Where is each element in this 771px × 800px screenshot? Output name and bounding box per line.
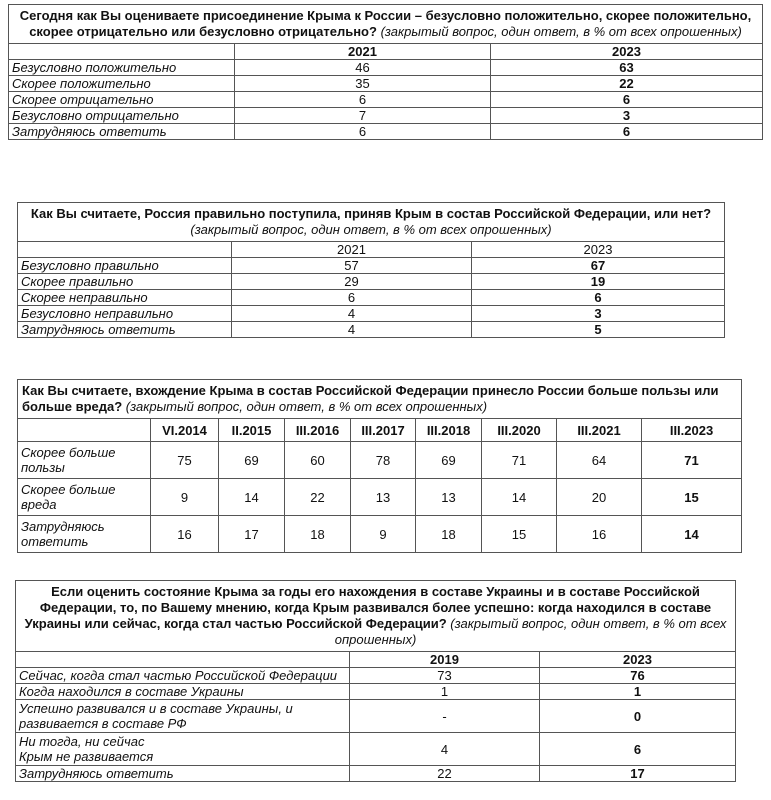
cell-value: 46 [235, 60, 491, 76]
cell-value: 6 [472, 290, 725, 306]
question-cell [9, 5, 763, 44]
cell-value: 19 [472, 274, 725, 290]
cell-value: 17 [540, 766, 736, 782]
header-empty-cell [9, 44, 235, 60]
cell-value: 71 [482, 442, 557, 479]
cell-value: 6 [491, 124, 763, 140]
cell-value: 69 [219, 442, 285, 479]
question-note: (закрытый вопрос, один ответ, в % от всех опрошенных) [334, 616, 727, 647]
question-row [18, 380, 742, 419]
table-row [16, 733, 736, 766]
cell-value: 18 [285, 516, 351, 553]
question-row [9, 5, 763, 44]
header-period: III.2023 [642, 419, 742, 442]
question-cell [18, 380, 742, 419]
cell-value: 3 [472, 306, 725, 322]
table-crimea-annexation-assessment [8, 4, 763, 140]
cell-value: 69 [416, 442, 482, 479]
row-label: Скорее отрицательно [9, 92, 235, 108]
question-text: Если оценить состояние Крыма за годы его нахождения в составе Украины и в составе Российской Федерации, то, по Вашему мнению, когда Крым развивался более успешно: когда находился в составе Украины или сейчас, когда стал частью Российской Федерации? [24, 584, 712, 631]
header-empty-cell [16, 652, 350, 668]
header-year: 2019 [350, 652, 540, 668]
cell-value: 29 [232, 274, 472, 290]
cell-value: 64 [557, 442, 642, 479]
header-period: II.2015 [219, 419, 285, 442]
table-row [16, 700, 736, 733]
table-row [18, 322, 725, 338]
cell-value: 57 [232, 258, 472, 274]
cell-value: 7 [235, 108, 491, 124]
cell-value: 6 [491, 92, 763, 108]
header-year: 2023 [472, 242, 725, 258]
table-row [16, 668, 736, 684]
header-period: III.2018 [416, 419, 482, 442]
cell-value: 6 [235, 124, 491, 140]
row-label: Скорее положительно [9, 76, 235, 92]
row-label: Безусловно правильно [18, 258, 232, 274]
cell-value: 5 [472, 322, 725, 338]
row-label: Сейчас, когда стал частью Российской Федерации [16, 668, 350, 684]
question-note: (закрытый вопрос, один ответ, в % от всех опрошенных) [190, 222, 552, 237]
table-row [18, 479, 742, 516]
cell-value: 6 [540, 733, 736, 766]
cell-value: 1 [540, 684, 736, 700]
cell-value: 75 [151, 442, 219, 479]
table-row [9, 92, 763, 108]
cell-value: 20 [557, 479, 642, 516]
cell-value: 14 [482, 479, 557, 516]
question-cell [18, 203, 725, 242]
question-note: (закрытый вопрос, один ответ, в % от всех опрошенных) [125, 399, 488, 414]
header-empty-cell [18, 242, 232, 258]
table-row [18, 442, 742, 479]
header-row [18, 242, 725, 258]
table-crimea-development [15, 580, 736, 782]
cell-value: 4 [232, 306, 472, 322]
header-year: 2021 [232, 242, 472, 258]
row-label: Затрудняюсь ответить [18, 322, 232, 338]
table-row [16, 766, 736, 782]
question-note: (закрытый вопрос, один ответ, в % от всех опрошенных) [380, 24, 742, 39]
cell-value: 22 [285, 479, 351, 516]
cell-value: 0 [540, 700, 736, 733]
header-period: III.2020 [482, 419, 557, 442]
cell-value: 13 [351, 479, 416, 516]
cell-value: 9 [351, 516, 416, 553]
row-label: Безусловно положительно [9, 60, 235, 76]
table-crimea-decision-right [17, 202, 725, 338]
header-period: III.2021 [557, 419, 642, 442]
cell-value: 3 [491, 108, 763, 124]
cell-value: 35 [235, 76, 491, 92]
cell-value: 22 [491, 76, 763, 92]
header-empty-cell [18, 419, 151, 442]
table-row [9, 124, 763, 140]
row-label: Скорее правильно [18, 274, 232, 290]
row-label: Скорее больше пользы [18, 442, 151, 479]
header-row [16, 652, 736, 668]
table-row [9, 108, 763, 124]
row-label: Скорее неправильно [18, 290, 232, 306]
row-label: Безусловно неправильно [18, 306, 232, 322]
table-row [18, 258, 725, 274]
cell-value: 73 [350, 668, 540, 684]
cell-value: 1 [350, 684, 540, 700]
row-label: Успешно развивался и в составе Украины, и развивается в составе РФ [16, 700, 350, 733]
question-text: Как Вы считаете, вхождение Крыма в состав Российской Федерации принесло России больше пользы или больше вреда? [22, 383, 719, 414]
cell-value: 16 [557, 516, 642, 553]
cell-value: 9 [151, 479, 219, 516]
header-year: 2021 [235, 44, 491, 60]
cell-value: 17 [219, 516, 285, 553]
cell-value: 67 [472, 258, 725, 274]
question-row [18, 203, 725, 242]
question-text: Сегодня как Вы оцениваете присоединение Крыма к России – безусловно положительно, скорее положительно, скорее отрицательно или безусловно отрицательно? [19, 8, 752, 39]
header-period: III.2017 [351, 419, 416, 442]
cell-value: 18 [416, 516, 482, 553]
cell-value: 14 [219, 479, 285, 516]
cell-value: 4 [232, 322, 472, 338]
table-row [16, 684, 736, 700]
cell-value: - [350, 700, 540, 733]
table-row [18, 290, 725, 306]
header-period: VI.2014 [151, 419, 219, 442]
cell-value: 63 [491, 60, 763, 76]
question-cell [16, 581, 736, 652]
cell-value: 71 [642, 442, 742, 479]
table-row [18, 274, 725, 290]
row-label: Безусловно отрицательно [9, 108, 235, 124]
header-period: III.2016 [285, 419, 351, 442]
row-label: Затрудняюсь ответить [16, 766, 350, 782]
header-year: 2023 [491, 44, 763, 60]
cell-value: 6 [232, 290, 472, 306]
cell-value: 78 [351, 442, 416, 479]
row-label: Скорее больше вреда [18, 479, 151, 516]
question-text: Как Вы считаете, Россия правильно поступила, приняв Крым в состав Российской Федерации, или нет? [30, 206, 712, 221]
cell-value: 76 [540, 668, 736, 684]
cell-value: 4 [350, 733, 540, 766]
table-row [9, 76, 763, 92]
cell-value: 13 [416, 479, 482, 516]
table-row [9, 60, 763, 76]
row-label: Затрудняюсь ответить [18, 516, 151, 553]
row-label: Когда находился в составе Украины [16, 684, 350, 700]
header-year: 2023 [540, 652, 736, 668]
cell-value: 22 [350, 766, 540, 782]
header-row [9, 44, 763, 60]
cell-value: 60 [285, 442, 351, 479]
row-label: Ни тогда, ни сейчас Крым не развивается [16, 733, 350, 766]
row-label: Затрудняюсь ответить [9, 124, 235, 140]
cell-value: 15 [642, 479, 742, 516]
cell-value: 15 [482, 516, 557, 553]
table-row [18, 306, 725, 322]
cell-value: 6 [235, 92, 491, 108]
table-crimea-benefit-harm [17, 379, 742, 553]
cell-value: 14 [642, 516, 742, 553]
table-row [18, 516, 742, 553]
header-row [18, 419, 742, 442]
question-row [16, 581, 736, 652]
cell-value: 16 [151, 516, 219, 553]
